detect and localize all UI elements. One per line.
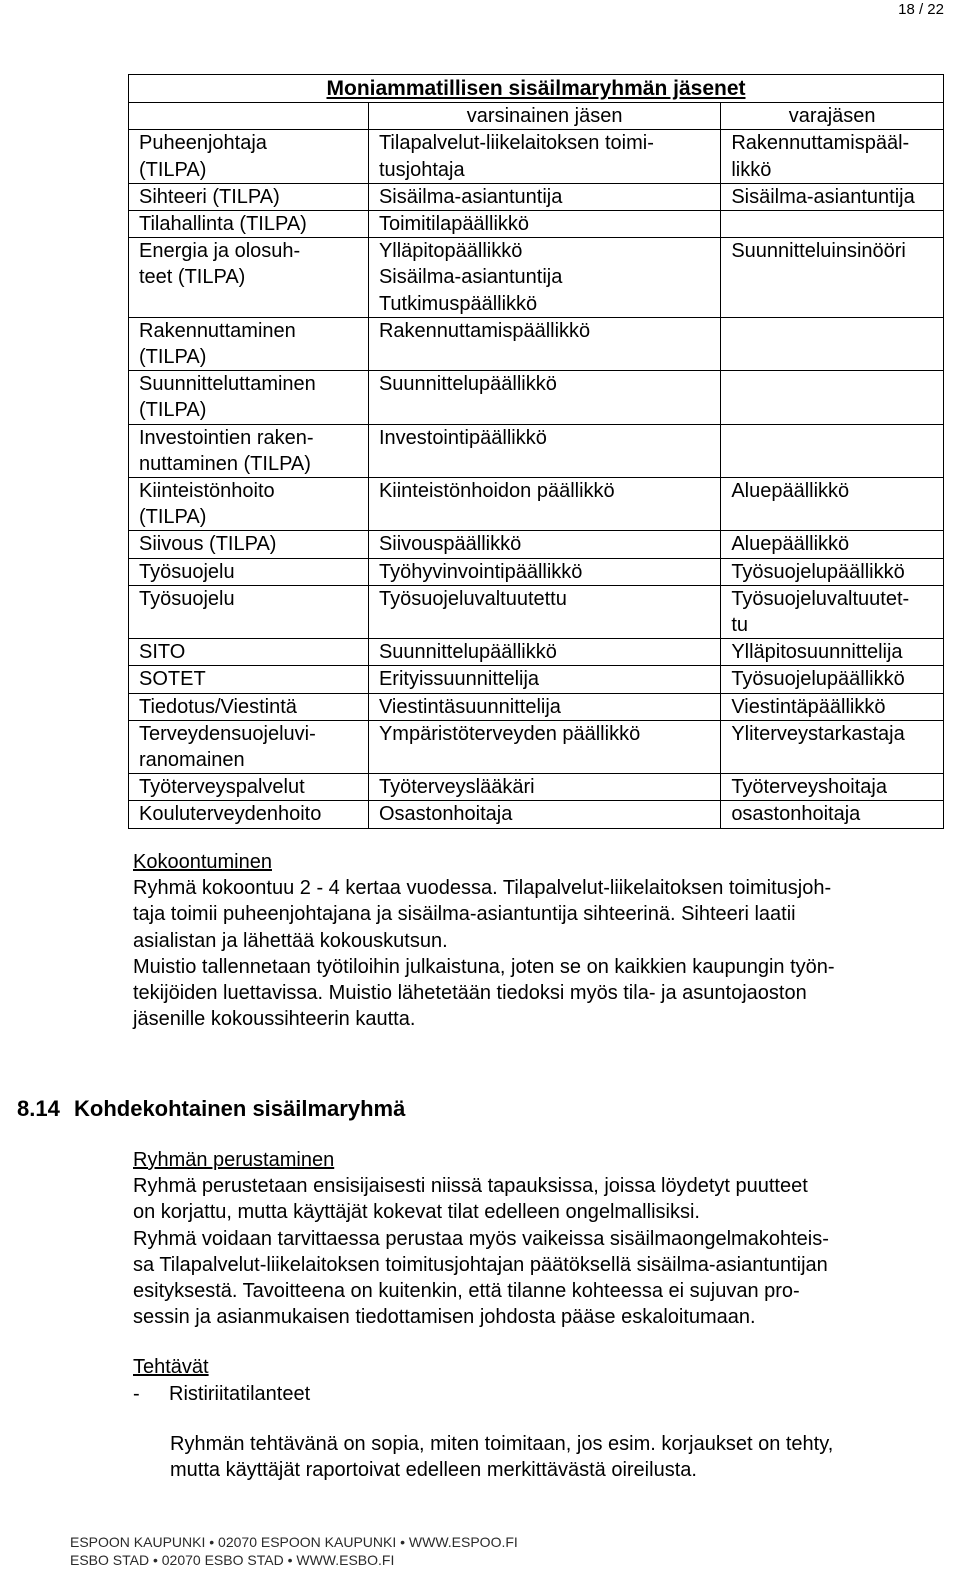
table-row bbox=[129, 211, 944, 238]
cell-member: Suunnittelupäällikkö bbox=[368, 371, 720, 424]
cell-role: Tilahallinta (TILPA) bbox=[129, 211, 369, 238]
tasks-paragraph: Ryhmän tehtävänä on sopia, miten toimitaan, jos esim. korjaukset on tehty, mutta käyttäjät raportoivat edelleen merkittävästä oireilusta. bbox=[170, 1433, 834, 1482]
table-row bbox=[129, 666, 944, 693]
cell-role: Puheenjohtaja (TILPA) bbox=[129, 130, 369, 183]
founding-paragraph-1: Ryhmä perustetaan ensisijaisesti niissä tapauksissa, joissa löydetyt puutteet on korjattu, mutta käyttäjät kokevat tilat edelleen ongelmallisiksi. bbox=[133, 1175, 808, 1224]
table-row bbox=[129, 531, 944, 558]
cell-role: Investointien raken- nuttaminen (TILPA) bbox=[129, 424, 369, 477]
cell-member: Rakennuttamispäällikkö bbox=[368, 317, 720, 370]
founding-heading: Ryhmän perustaminen bbox=[133, 1149, 335, 1171]
header-member: varsinainen jäsen bbox=[368, 103, 720, 130]
cell-deputy: Aluepäällikkö bbox=[721, 478, 944, 531]
cell-deputy: Työsuojelupäällikkö bbox=[721, 558, 944, 585]
cell-role: Tiedotus/Viestintä bbox=[129, 693, 369, 720]
cell-role: Työsuojelu bbox=[129, 558, 369, 585]
page-number: 18 / 22 bbox=[898, 1, 944, 18]
cell-deputy: Sisäilma-asiantuntija bbox=[721, 183, 944, 210]
cell-role: SITO bbox=[129, 639, 369, 666]
meetings-heading: Kokoontuminen bbox=[133, 851, 272, 873]
cell-member: Investointipäällikkö bbox=[368, 424, 720, 477]
cell-deputy: Yliterveystarkastaja bbox=[721, 720, 944, 773]
page-footer bbox=[70, 1533, 518, 1569]
committee-members-table bbox=[128, 74, 944, 829]
cell-member: Työhyvinvointipäällikkö bbox=[368, 558, 720, 585]
cell-role: Työsuojelu bbox=[129, 585, 369, 638]
cell-deputy bbox=[721, 211, 944, 238]
founding-paragraph-2: Ryhmä voidaan tarvittaessa perustaa myös vaikeissa sisäilmaongelmakohteis- sa Tilapalvelut-liikelaitoksen toimitusjohtajan päätöksellä sisäilma-asiantuntijan esityksestä. Tavoitteena on kuitenkin, että tilanne kohteessa ei sujuvan pro- sessin ja asianmukaisen tiedottamisen johdosta pääse eskaloitumaan. bbox=[133, 1227, 829, 1329]
table-row bbox=[129, 639, 944, 666]
table-row bbox=[129, 183, 944, 210]
cell-role: Energia ja olosuh- teet (TILPA) bbox=[129, 238, 369, 318]
cell-deputy: Rakennuttamispääl- likkö bbox=[721, 130, 944, 183]
cell-member: Kiinteistönhoidon päällikkö bbox=[368, 478, 720, 531]
table-row bbox=[129, 130, 944, 183]
bullet-item: Ristiriitatilanteet bbox=[169, 1383, 311, 1405]
cell-deputy bbox=[721, 317, 944, 370]
tasks-heading-block bbox=[133, 1354, 933, 1380]
tasks-paragraph-block bbox=[170, 1431, 930, 1483]
cell-member: Suunnittelupäällikkö bbox=[368, 639, 720, 666]
tasks-bullet bbox=[133, 1381, 310, 1407]
section-number: 8.14 bbox=[17, 1096, 60, 1121]
cell-member: Sisäilma-asiantuntija bbox=[368, 183, 720, 210]
table-row bbox=[129, 317, 944, 370]
table-row bbox=[129, 371, 944, 424]
cell-member: Osastonhoitaja bbox=[368, 801, 720, 828]
table-row bbox=[129, 478, 944, 531]
table-row bbox=[129, 693, 944, 720]
cell-role: Rakennuttaminen (TILPA) bbox=[129, 317, 369, 370]
cell-role: Sihteeri (TILPA) bbox=[129, 183, 369, 210]
cell-deputy: osastonhoitaja bbox=[721, 801, 944, 828]
cell-member: Viestintäsuunnittelija bbox=[368, 693, 720, 720]
founding-section bbox=[133, 1147, 933, 1330]
cell-role: Kiinteistönhoito (TILPA) bbox=[129, 478, 369, 531]
table-row bbox=[129, 801, 944, 828]
cell-deputy bbox=[721, 424, 944, 477]
table-title: Moniammatillisen sisäilmaryhmän jäsenet bbox=[129, 75, 944, 103]
cell-role: Terveydensuojeluvi- ranomainen bbox=[129, 720, 369, 773]
table-title-row bbox=[129, 75, 944, 103]
cell-role: Siivous (TILPA) bbox=[129, 531, 369, 558]
footer-line-2: ESBO STAD • 02070 ESBO STAD • WWW.ESBO.FI bbox=[70, 1552, 395, 1568]
table-body bbox=[129, 130, 944, 828]
table-row bbox=[129, 238, 944, 318]
cell-member: Tilapalvelut-liikelaitoksen toimi- tusjohtaja bbox=[368, 130, 720, 183]
table-row bbox=[129, 585, 944, 638]
cell-role: Kouluterveydenhoito bbox=[129, 801, 369, 828]
cell-member: Työterveyslääkäri bbox=[368, 774, 720, 801]
cell-role: SOTET bbox=[129, 666, 369, 693]
cell-deputy: Viestintäpäällikkö bbox=[721, 693, 944, 720]
table-row bbox=[129, 558, 944, 585]
bullet-dash: - bbox=[133, 1383, 140, 1405]
tasks-heading: Tehtävät bbox=[133, 1356, 209, 1378]
cell-member: Ylläpitopäällikkö Sisäilma-asiantuntija Tutkimuspäällikkö bbox=[368, 238, 720, 318]
cell-member: Ympäristöterveyden päällikkö bbox=[368, 720, 720, 773]
cell-member: Siivouspäällikkö bbox=[368, 531, 720, 558]
cell-role: Työterveyspalvelut bbox=[129, 774, 369, 801]
table-row bbox=[129, 720, 944, 773]
cell-deputy: Ylläpitosuunnittelija bbox=[721, 639, 944, 666]
meetings-paragraph-1: Ryhmä kokoontuu 2 - 4 kertaa vuodessa. Tilapalvelut-liikelaitoksen toimitusjoh- taja toimii puheenjohtajana ja sisäilma-asiantuntija sihteerinä. Sihteeri laatii asialistan ja lähettää kokouskutsun. bbox=[133, 877, 832, 952]
table-row bbox=[129, 774, 944, 801]
meetings-paragraph-2: Muistio tallennetaan työtiloihin julkaistuna, joten se on kaikkien kaupungin työn- tekijöiden luettavissa. Muistio lähetetään tiedoksi myös tila- ja asuntojaoston jäsenille kokoussihteerin kautta. bbox=[133, 955, 835, 1031]
section-heading bbox=[17, 1095, 405, 1123]
cell-role: Suunnitteluttaminen (TILPA) bbox=[129, 371, 369, 424]
header-deputy: varajäsen bbox=[721, 103, 944, 130]
table-header-row bbox=[129, 103, 944, 130]
section-title: Kohdekohtainen sisäilmaryhmä bbox=[74, 1096, 406, 1121]
cell-member: Toimitilapäällikkö bbox=[368, 211, 720, 238]
footer-line-1: ESPOON KAUPUNKI • 02070 ESPOON KAUPUNKI • WWW.ESPOO.FI bbox=[70, 1534, 518, 1550]
cell-deputy bbox=[721, 371, 944, 424]
cell-deputy: Aluepäällikkö bbox=[721, 531, 944, 558]
cell-deputy: Työterveyshoitaja bbox=[721, 774, 944, 801]
table-row bbox=[129, 424, 944, 477]
header-role bbox=[129, 103, 369, 130]
meetings-section bbox=[133, 849, 933, 1032]
cell-member: Erityissuunnittelija bbox=[368, 666, 720, 693]
cell-member: Työsuojeluvaltuutettu bbox=[368, 585, 720, 638]
cell-deputy: Suunnitteluinsinööri bbox=[721, 238, 944, 318]
cell-deputy: Työsuojelupäällikkö bbox=[721, 666, 944, 693]
cell-deputy: Työsuojeluvaltuutet- tu bbox=[721, 585, 944, 638]
